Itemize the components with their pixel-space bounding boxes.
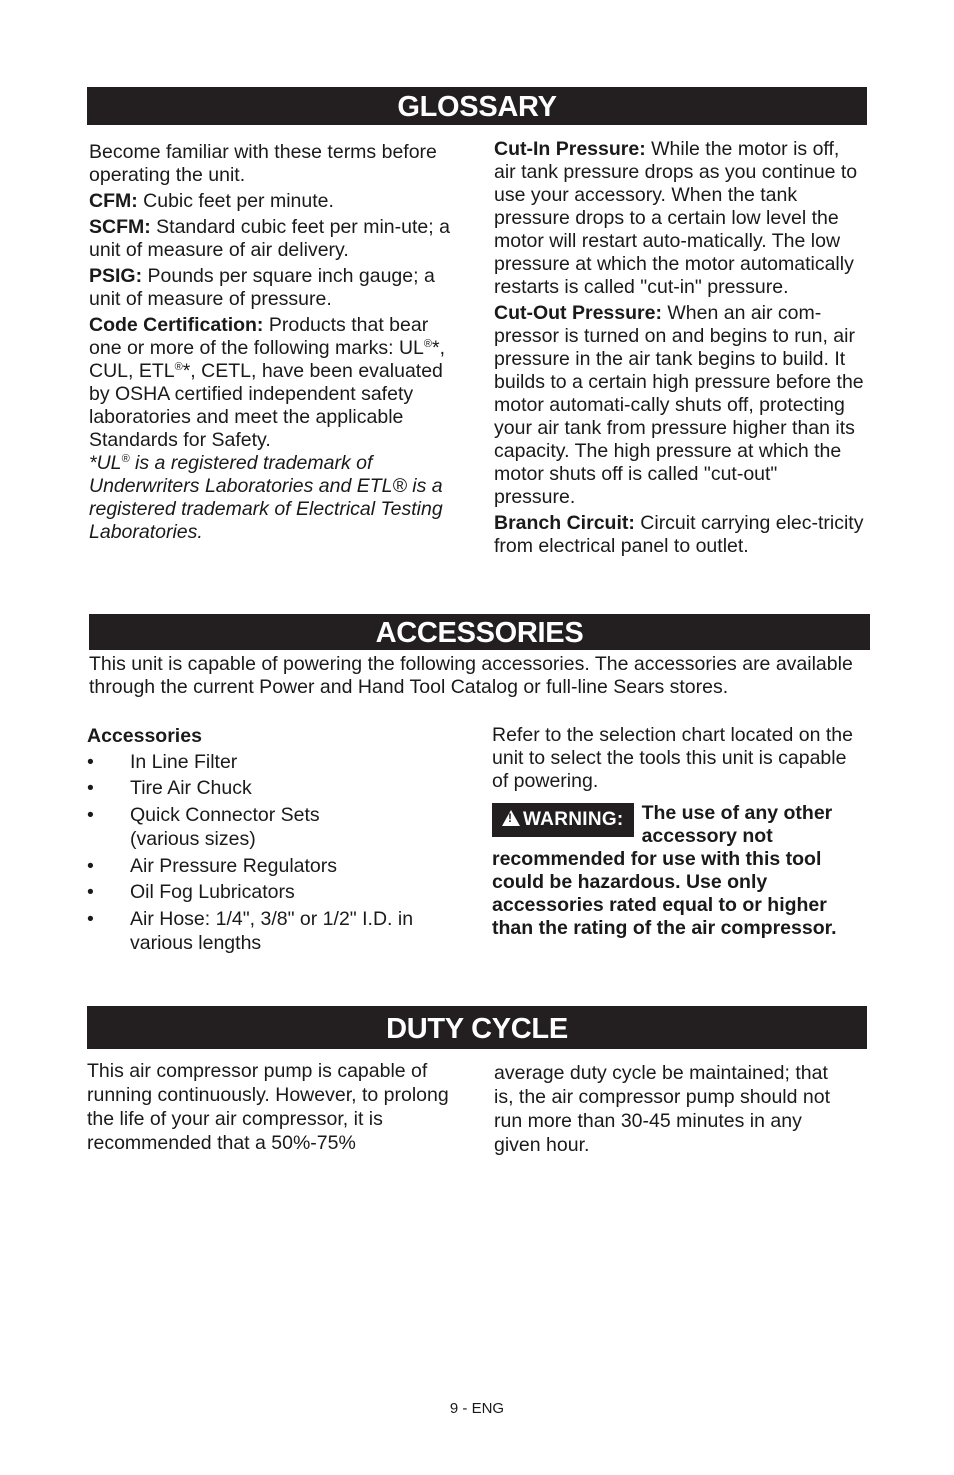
glossary-cfm: CFM: Cubic feet per minute. bbox=[89, 190, 334, 212]
list-item: • Air Pressure Regulators bbox=[87, 854, 337, 877]
accessories-intro: This unit is capable of powering the following accessories. The accessories are available through the current Power and Hand Tool Catalog or full-line Sears stores. bbox=[89, 653, 853, 698]
list-item: • Tire Air Chuck bbox=[87, 777, 252, 799]
glossary-heading: GLOSSARY bbox=[87, 87, 867, 125]
glossary-scfm: SCFM: Standard cubic feet per min-ute; a unit of measure of air delivery. bbox=[89, 216, 450, 261]
glossary-code-certification: Code Certification: Products that bear one or more of the following marks: UL®*, CUL, ETL®*, CETL, have been evaluated by OSHA certified independent safety laboratories and meet the applicable Standards for Safety. bbox=[89, 314, 446, 451]
accessories-left-column bbox=[87, 724, 467, 958]
accessories-heading: ACCESSORIES bbox=[89, 614, 870, 650]
list-item: • In Line Filter bbox=[87, 750, 238, 773]
glossary-cut-in: Cut-In Pressure: While the motor is off, air tank pressure drops as you continue to use your accessory. When the tank pressure drops to a certain low level the motor will restart auto-matically. The low pressure at which the motor automatically restarts is called "cut-in" pressure. bbox=[494, 138, 858, 298]
glossary-intro: Become familiar with these terms before operating the unit. bbox=[89, 141, 437, 186]
glossary-left-column bbox=[89, 141, 455, 547]
list-item: • Oil Fog Lubricators bbox=[87, 881, 295, 903]
warning-text: The use of any other accessory not recommended for use with this tool could be hazardous. Use only accessories rated equal to or higher than the rating of the air compressor. bbox=[492, 802, 837, 939]
accessories-refer-text: Refer to the selection chart located on the unit to select the tools this unit is capable of powering. bbox=[492, 724, 853, 792]
warning-triangle-icon bbox=[502, 810, 520, 826]
duty-cycle-heading: DUTY CYCLE bbox=[87, 1006, 867, 1049]
glossary-psig: PSIG: Pounds per square inch gauge; a unit of measure of pressure. bbox=[89, 265, 435, 310]
warning-block bbox=[492, 802, 864, 940]
list-item: • Air Hose: 1/4", 3/8" or 1/2" I.D. in various lengths bbox=[87, 907, 414, 954]
accessories-right-column bbox=[492, 724, 864, 940]
accessories-list bbox=[87, 750, 467, 956]
warning-badge: !WARNING: bbox=[492, 803, 634, 837]
glossary-right-column bbox=[494, 138, 864, 561]
page-number: 9 - ENG bbox=[449, 1400, 505, 1417]
duty-cycle-left-text: This air compressor pump is capable of running continuously. However, to prolong the life of your air compressor, it is recommended that a 50%-75% bbox=[87, 1060, 449, 1154]
duty-cycle-right-text: average duty cycle be maintained; that is, the air compressor pump should not run more than 30-45 minutes in any given hour. bbox=[494, 1062, 830, 1156]
list-item: • Quick Connector Sets (various sizes) bbox=[87, 803, 320, 850]
accessories-list-title: Accessories bbox=[87, 725, 202, 747]
glossary-branch-circuit: Branch Circuit: Circuit carrying elec-tricity from electrical panel to outlet. bbox=[494, 512, 864, 557]
glossary-cut-out: Cut-Out Pressure: When an air com-pressor is turned on and begins to run, air pressure in the air tank begins to build. It builds to a certain high pressure before the motor automati-cally shuts off, protecting your air tank from pressure higher than its capacity. The high pressure at which the motor shuts off is called "cut-out" pressure. bbox=[494, 302, 864, 508]
glossary-trademark-note: *UL® is a registered trademark of Underwriters Laboratories and ETL® is a registered trademark of Electrical Testing Laboratories. bbox=[89, 452, 443, 543]
